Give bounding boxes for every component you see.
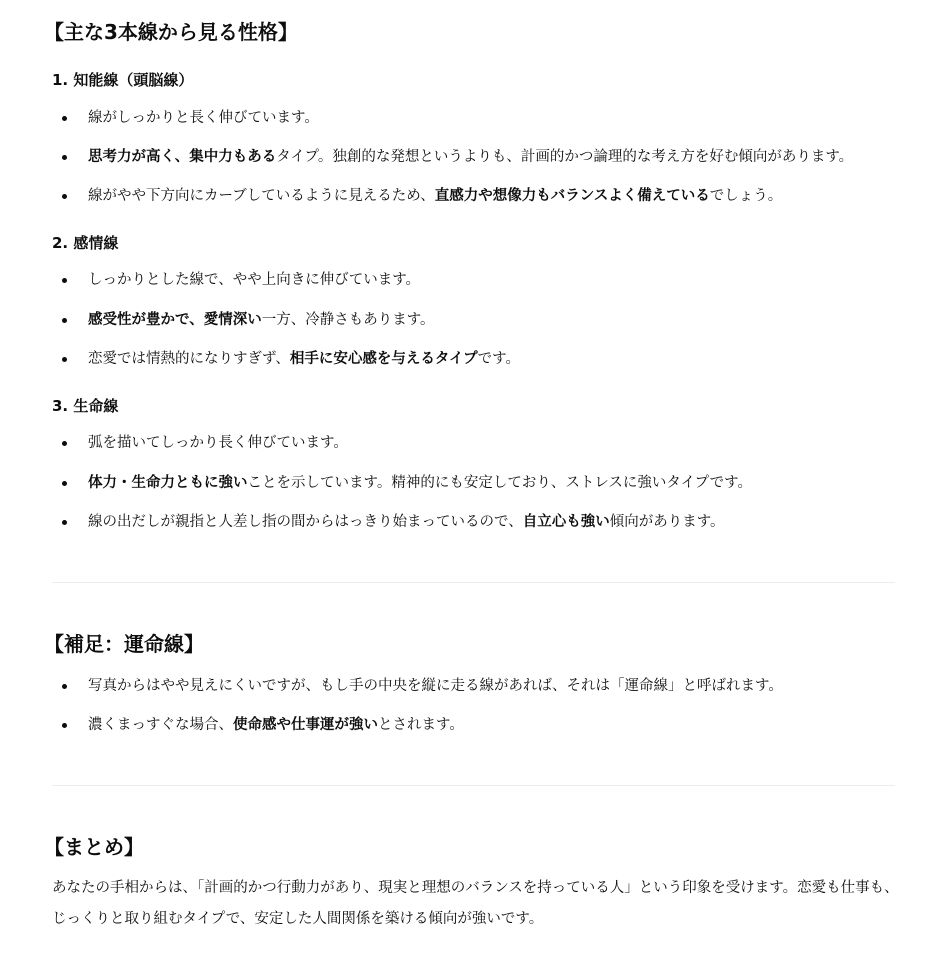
body-text: 線がやや下方向にカーブしているように見えるため、	[88, 188, 435, 204]
section-heading-summary: 【まとめ】	[44, 835, 144, 859]
list-item-text	[88, 269, 420, 291]
bullet-icon	[62, 278, 67, 283]
body-text: 線の出だしが親指と人差し指の間からはっきり始まっているので、	[88, 514, 523, 530]
body-text: しっかりとした線で、やや上向きに伸びています。	[88, 272, 421, 288]
body-text: 傾向があります。	[609, 514, 725, 530]
body-text: 弧を描いてしっかり長く伸びています。	[88, 435, 348, 451]
body-text: 恋愛では情熱的になりすぎず、	[88, 351, 290, 367]
bullet-icon	[62, 318, 67, 323]
summary-paragraph: あなたの手相からは、「計画的かつ行動力があり、現実と理想のバランスを持っている人」という印象を受けます。恋愛も仕事も、じっくりと取り組むタイプで、安定した人間関係を築ける傾向が強いです。	[52, 880, 899, 927]
body-text: 濃くまっすぐな場合、	[88, 717, 233, 733]
bullet-icon	[62, 194, 67, 199]
bullet-icon	[62, 357, 67, 362]
list-item-text	[88, 714, 464, 736]
list-item-text	[88, 107, 319, 129]
emphasis-text: 自立心も強い	[522, 514, 610, 530]
section-heading-personality: 【主な3本線から見る性格】	[44, 20, 298, 44]
bullet-icon	[62, 155, 67, 160]
body-text: です。	[477, 351, 520, 367]
bullet-icon	[62, 481, 67, 486]
subheading-heart-line: 2. 感情線	[52, 234, 119, 252]
list-item-text	[88, 511, 725, 533]
emphasis-text: 体力・生命力ともに強い	[88, 475, 248, 491]
body-text: 一方、冷静さもあります。	[261, 312, 435, 328]
emphasis-text: 感受性が豊かで、愛情深い	[88, 312, 262, 328]
bullet-icon	[62, 441, 67, 446]
bullet-icon	[62, 684, 67, 689]
body-text: とされます。	[378, 717, 464, 733]
emphasis-text: 直感力や想像力もバランスよく備えている	[434, 188, 710, 204]
bullet-icon	[62, 116, 67, 121]
list-item-text	[88, 675, 783, 697]
list-item-text	[88, 185, 782, 207]
emphasis-text: 思考力が高く、集中力もある	[88, 149, 277, 165]
list-item-text	[88, 309, 435, 331]
bullet-icon	[62, 520, 67, 525]
bullet-icon	[62, 723, 67, 728]
subheading-head-line: 1. 知能線（頭脳線）	[52, 71, 194, 89]
emphasis-text: 使命感や仕事運が強い	[233, 717, 378, 733]
emphasis-text: 相手に安心感を与えるタイプ	[289, 351, 478, 367]
list-item-text	[88, 472, 752, 494]
body-text: タイプ。独創的な発想というよりも、計画的かつ論理的な考え方を好む傾向があります。	[276, 149, 854, 165]
section-heading-fate-line: 【補足：運命線】	[44, 632, 204, 656]
list-item-text	[88, 432, 348, 454]
section-divider	[52, 785, 895, 786]
body-text: でしょう。	[709, 188, 783, 204]
body-text: 写真からはやや見えにくいですが、もし手の中央を縦に走る線があれば、それは「運命線」と呼ばれます。	[88, 678, 783, 694]
body-text: 線がしっかりと長く伸びています。	[88, 110, 319, 126]
list-item-text	[88, 146, 853, 168]
body-text: ことを示しています。精神的にも安定しており、ストレスに強いタイプです。	[247, 475, 752, 491]
subheading-life-line: 3. 生命線	[52, 397, 119, 415]
section-divider	[52, 582, 895, 583]
list-item-text	[88, 348, 520, 370]
